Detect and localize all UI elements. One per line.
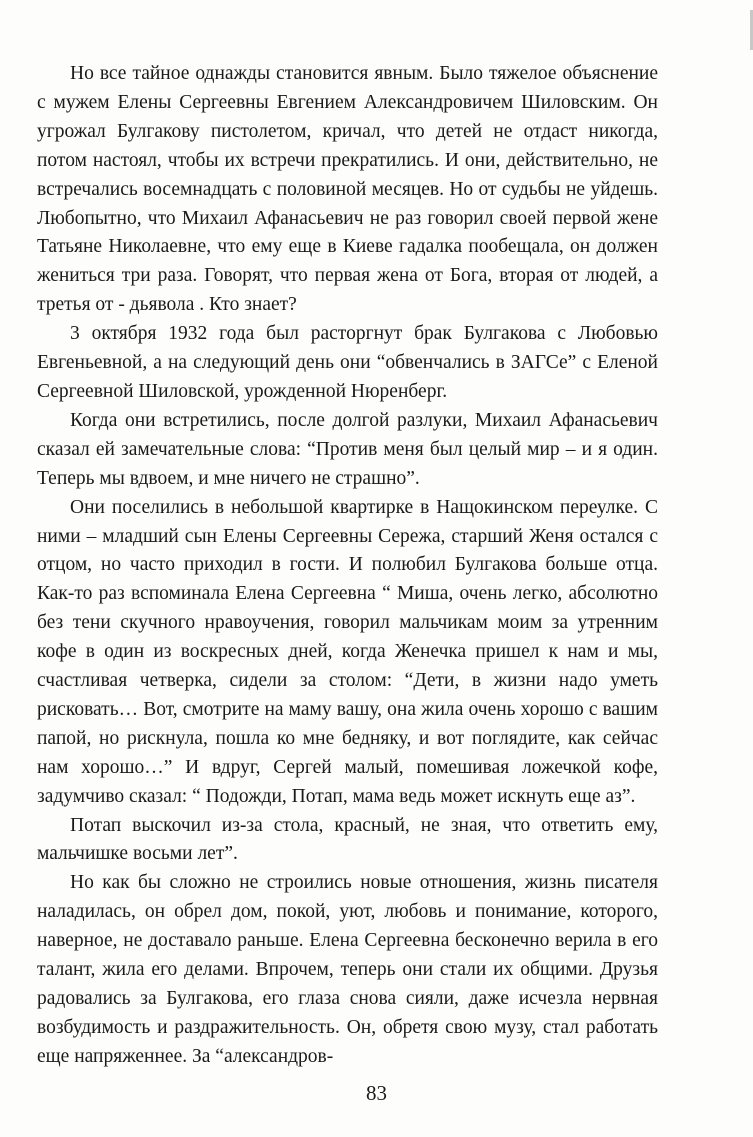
paragraph-3: Когда они встретились, после долгой разлуки, Михаил Афанасьевич сказал ей замечательные слова: “Против меня был целый мир – и я один. Теперь мы вдвоем, и мне ничего не страшно”. [37, 409, 658, 489]
paragraph-4: Они поселились в небольшой квартирке в Нащокинском переулке. С ними – младший сын Елены Сергеевны Сережа, старший Женя остался с отцом, но часто приходил в гости. И полюбил Булгакова больше отца. Как-то раз вспоминала Елена Сергеевна “ Миша, очень легко, абсолютно без тени скучного нравоучения, говорил мальчикам моим за утренним кофе в один из воскресных дней, когда Женечка пришел к нам и мы, счастливая четверка, сидели за столом: “Дети, в жизни надо уметь рисковать… Вот, смотрите на маму вашу, она жила очень хорошо с вашим папой, но рискнула, пошла ко мне бедняку, и вот поглядите, как сейчас нам хорошо…” И вдруг, Сергей малый, помешивая ложечкой кофе, задумчиво сказал: “ Подожди, Потап, мама ведь может искнуть еще аз”. [37, 496, 658, 807]
paragraph-6: Но как бы сложно не строились новые отношения, жизнь писателя наладилась, он обрел дом, покой, уют, любовь и понимание, которого, наверное, не доставало раньше. Елена Сергеевна бесконечно верила в его талант, жила его делами. Впрочем, теперь они стали их общими. Друзья радовались за Булгакова, его глаза снова сияли, даже исчезла нервная возбудимость и раздражительность. Он, обретя свою музу, стал работать еще напряженнее. За “александров- [37, 872, 658, 1067]
paragraph-1: Но все тайное однажды становится явным. Было тяжелое объяснение с мужем Елены Сергеевны Евгением Александровичем Шиловским. Он угрожал Булгакову пистолетом, кричал, что детей не отдаст никогда, потом настоял, чтобы их встречи прекратились. И они, действительно, не встречались восемнадцать с половиной месяцев. Но от судьбы не уйдешь. Любопытно, что Михаил Афанасьевич не раз говорил своей первой жене Татьяне Николаевне, что ему еще в Киеве гадалка пообещала, он должен жениться три раза. Говорят, что первая жена от Бога, вторая от людей, а третья от - дьявола . Кто знает? [37, 63, 658, 316]
body-text [37, 60, 658, 1072]
page-number: 83 [366, 1081, 387, 1105]
paragraph-5: Потап выскочил из-за стола, красный, не зная, что ответить ему, мальчишке восьми лет”. [37, 814, 658, 865]
paragraph-2: 3 октября 1932 года был расторгнут брак Булгакова с Любовью Евгеньевной, а на следующий день они “обвенчались в ЗАГСе” с Еленой Сергеевной Шиловской, урожденной Нюренберг. [37, 323, 658, 402]
